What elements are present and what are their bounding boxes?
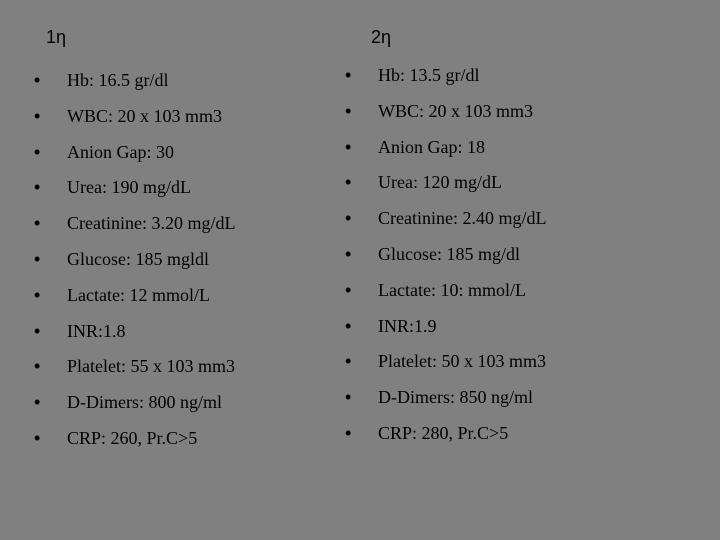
day-1-lab-item — [34, 355, 344, 391]
day-2-lab-item — [345, 386, 685, 422]
bullet-icon: • — [34, 248, 41, 269]
day-1-lab-item — [34, 69, 344, 105]
day-1-lab-value: INR:1.8 — [67, 320, 126, 341]
day-2-lab-item — [345, 315, 685, 351]
day-1-lab-item — [34, 105, 344, 141]
bullet-icon: • — [345, 172, 352, 193]
day-1-lab-value: Glucose: 185 mgldl — [67, 248, 209, 269]
bullet-icon: • — [34, 320, 41, 341]
day-2-lab-item — [345, 100, 685, 136]
day-1-lab-item — [34, 248, 344, 284]
day-1-lab-item — [34, 427, 344, 463]
bullet-icon: • — [34, 177, 41, 198]
bullet-icon: • — [345, 100, 352, 121]
bullet-icon: • — [345, 208, 352, 229]
day-2-lab-value: Creatinine: 2.40 mg/dL — [378, 208, 547, 229]
day-1-lab-value: WBC: 20 x 103 mm3 — [67, 105, 223, 126]
day-1-lab-value: Platelet: 55 x 103 mm3 — [67, 356, 235, 377]
day-2-lab-value: INR:1.9 — [378, 315, 437, 336]
day-2-lab-value: Lactate: 10: mmol/L — [378, 279, 526, 300]
bullet-icon: • — [345, 136, 352, 157]
day-1-lab-item — [34, 212, 344, 248]
day-1-lab-value: CRP: 260, Pr.C>5 — [67, 427, 198, 448]
day-2-lab-list — [345, 67, 685, 461]
day-2-lab-item — [345, 422, 685, 458]
day-2-lab-item — [345, 279, 685, 315]
day-2-lab-item — [345, 136, 685, 172]
day-1-lab-value: Anion Gap: 30 — [67, 141, 174, 162]
day-1-lab-item — [34, 320, 344, 356]
day-2-heading: 2η — [371, 27, 392, 47]
day-2-lab-value: D-Dimers: 850 ng/ml — [378, 387, 533, 408]
day-1-lab-value: Lactate: 12 mmol/L — [67, 284, 210, 305]
day-2-lab-item — [345, 207, 685, 243]
bullet-icon: • — [345, 315, 352, 336]
bullet-icon: • — [34, 141, 41, 162]
day-2-lab-item — [345, 243, 685, 279]
day-1-lab-value: Hb: 16.5 gr/dl — [67, 70, 169, 90]
day-1-lab-value: D-Dimers: 800 ng/ml — [67, 392, 222, 413]
bullet-icon: • — [34, 105, 41, 126]
day-2-lab-value: CRP: 280, Pr.C>5 — [378, 422, 509, 443]
day-1-lab-value: Creatinine: 3.20 mg/dL — [67, 213, 236, 234]
day-1-lab-item — [34, 284, 344, 320]
bullet-icon: • — [34, 392, 41, 413]
day-2-lab-value: Platelet: 50 x 103 mm3 — [378, 351, 546, 372]
day-2-lab-value: Hb: 13.5 gr/dl — [378, 65, 480, 85]
bullet-icon: • — [34, 427, 41, 448]
bullet-icon: • — [345, 422, 352, 443]
day-1-lab-value: Urea: 190 mg/dL — [67, 177, 191, 198]
bullet-icon: • — [345, 387, 352, 408]
day-2-lab-value: Urea: 120 mg/dL — [378, 172, 502, 193]
bullet-icon: • — [345, 65, 352, 85]
bullet-icon: • — [345, 243, 352, 264]
day-2-lab-item — [345, 350, 685, 386]
day-1-lab-item — [34, 141, 344, 177]
bullet-icon: • — [345, 279, 352, 300]
bullet-icon: • — [345, 351, 352, 372]
day-2-lab-item — [345, 171, 685, 207]
day-1-lab-list — [34, 67, 344, 461]
day-1-lab-item — [34, 391, 344, 427]
bullet-icon: • — [34, 356, 41, 377]
day-1-lab-item — [34, 176, 344, 212]
day-2-lab-value: Anion Gap: 18 — [378, 136, 485, 157]
day-1-heading: 1η — [46, 27, 67, 47]
bullet-icon: • — [34, 70, 41, 90]
day-2-lab-value: WBC: 20 x 103 mm3 — [378, 100, 534, 121]
bullet-icon: • — [34, 284, 41, 305]
day-2-lab-value: Glucose: 185 mg/dl — [378, 243, 520, 264]
day-2-lab-item — [345, 64, 685, 100]
bullet-icon: • — [34, 213, 41, 234]
